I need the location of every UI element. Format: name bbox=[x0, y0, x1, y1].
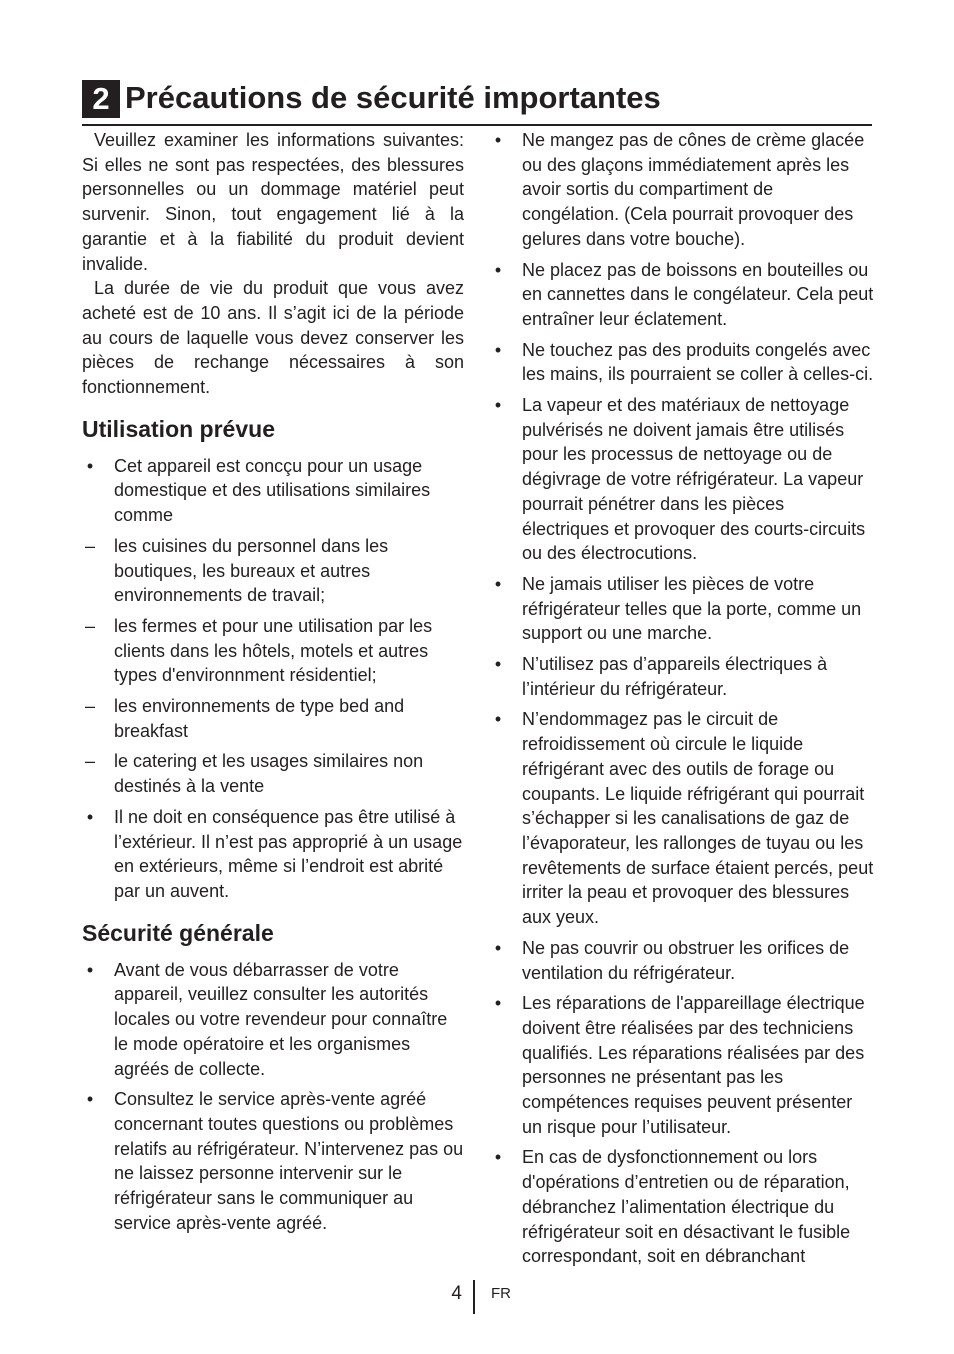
list-item bbox=[82, 805, 464, 904]
bullet-marker: • bbox=[494, 1147, 502, 1168]
list-item bbox=[82, 958, 464, 1082]
list-item-text: le catering et les usages similaires non destinés à la vente bbox=[114, 751, 424, 797]
general-safety-list bbox=[82, 958, 464, 1236]
list-item-text: les cuisines du personnel dans les boutiques, les bureaux et autres environnements de travail; bbox=[114, 535, 389, 606]
dash-marker: – bbox=[84, 751, 95, 772]
list-item bbox=[82, 534, 464, 608]
safety-continued-list bbox=[490, 128, 874, 1269]
dash-marker: – bbox=[84, 696, 95, 717]
list-item-text: Cet appareil est concçu pour un usage domestique et des utilisations similaires comme bbox=[114, 455, 431, 526]
list-item-text: Ne pas couvrir ou obstruer les orifices de ventilation du réfrigérateur. bbox=[522, 937, 850, 983]
bullet-marker: • bbox=[494, 130, 502, 150]
page-title: Précautions de sécurité importantes bbox=[125, 80, 661, 115]
bullet-marker: • bbox=[86, 455, 94, 476]
list-item-text: Ne jamais utiliser les pièces de votre réfrigérateur telles que la porte, comme un support ou une marche. bbox=[522, 573, 862, 644]
list-item-text: les fermes et pour une utilisation par les clients dans les hôtels, motels et autres types d'environnment résidentiel; bbox=[114, 615, 433, 686]
bullet-marker: • bbox=[494, 259, 502, 280]
bullet-marker: • bbox=[494, 709, 502, 730]
list-item-text: Ne mangez pas de cônes de crème glacée ou des glaçons immédiatement après les avoir sortis du compartiment de congélation. (Cela pourrait provoquer des gelures dans votre bouche). bbox=[522, 130, 865, 249]
bullet-marker: • bbox=[494, 993, 502, 1014]
bullet-marker: • bbox=[86, 1089, 94, 1110]
dash-marker: – bbox=[84, 615, 95, 636]
list-item-text: La vapeur et des matériaux de nettoyage pulvérisés ne doivent jamais être utilisés pour les processus de nettoyage ou de dégivrage de votre réfrigérateur. La vapeur pourrait pénétrer dans les pièces électriques et provoquer des courts-circuits ou des électrocutions. bbox=[522, 395, 866, 564]
list-item-text: Ne placez pas de boissons en bouteilles ou en cannettes dans le congélateur. Cela peut entraîner leur éclatement. bbox=[522, 259, 874, 329]
chapter-header bbox=[82, 78, 872, 126]
bullet-marker: • bbox=[494, 654, 502, 675]
list-item bbox=[82, 1087, 464, 1235]
chapter-number: 2 bbox=[82, 80, 120, 118]
intro-paragraph: Veuillez examiner les informations suivantes: Si elles ne sont pas respectées, des blessures personnelles ou un dommage matériel peut survenir. Sinon, tout engagement lié à la garantie et à la fiabilité du produit devient invalide. bbox=[82, 130, 464, 274]
right-column bbox=[490, 128, 874, 1275]
list-item-text: N’utilisez pas d’appareils électriques à l’intérieur du réfrigérateur. bbox=[522, 654, 828, 699]
list-item bbox=[490, 991, 874, 1139]
list-item-text: les environnements de type bed and breakfast bbox=[114, 696, 405, 741]
list-item bbox=[490, 1145, 874, 1269]
section-heading-general-safety: Sécurité générale bbox=[82, 919, 274, 946]
language-code: FR bbox=[491, 1285, 511, 1302]
left-column bbox=[82, 128, 464, 1241]
list-item-text: Les réparations de l'appareillage électrique doivent être réalisées par des techniciens qualifiés. Les réparations réalisées par des personnes ne présentant pas les compétences requises peuvent présenter un risque pour l’utilisateur. bbox=[522, 993, 865, 1137]
list-item bbox=[490, 936, 874, 985]
list-item-text: Consultez le service après-vente agréé concernant toutes questions ou problèmes relatifs au réfrigérateur. N’intervenez pas ou ne laissez personne intervenir sur le réfrigérateur sans le communiquer au service après-vente agréé. bbox=[114, 1089, 464, 1233]
bullet-marker: • bbox=[494, 573, 502, 594]
list-item bbox=[490, 572, 874, 646]
list-item bbox=[490, 652, 874, 701]
bullet-marker: • bbox=[86, 959, 94, 980]
list-item bbox=[490, 338, 874, 387]
list-item-text: Il ne doit en conséquence pas être utilisé à l’extérieur. Il n’est pas approprié à un usage en extérieurs, même si l’endroit est abrité par un auvent. bbox=[114, 806, 463, 901]
section-heading-intended-use: Utilisation prévue bbox=[82, 415, 275, 442]
list-item bbox=[490, 128, 874, 252]
list-item bbox=[490, 258, 874, 332]
list-item bbox=[82, 694, 464, 743]
list-item-text: En cas de dysfonctionnement ou lors d'opérations d’entretien ou de réparation, débranchez l’alimentation électrique du réfrigérateur soit en désactivant le fusible correspondant, soit en débranchant bbox=[522, 1147, 851, 1267]
intended-use-list bbox=[82, 454, 464, 904]
list-item bbox=[82, 614, 464, 688]
bullet-marker: • bbox=[494, 395, 502, 416]
list-item bbox=[82, 749, 464, 798]
bullet-marker: • bbox=[494, 339, 502, 360]
list-item bbox=[82, 454, 464, 528]
list-item-text: Ne touchez pas des produits congelés avec les mains, ils pourraient se coller à celles-ci. bbox=[522, 339, 874, 385]
bullet-marker: • bbox=[86, 806, 94, 827]
footer-divider bbox=[473, 1280, 475, 1314]
list-item bbox=[490, 393, 874, 566]
bullet-marker: • bbox=[494, 937, 502, 958]
list-item-text: N’endommagez pas le circuit de refroidissement où circule le liquide réfrigérant avec des outils de forage ou coupants. Le liquide réfrigérant qui pourrait s’échapper si les canalisations de gaz de l’évaporateur, les rallonges de tuyau ou les revêtements de surface étaient percés, peut irriter la peau et provoquer des blessures aux yeux. bbox=[522, 709, 874, 928]
list-item-text: Avant de vous débarrasser de votre appareil, veuillez consulter les autorités locales ou votre revendeur pour connaître le mode opératoire et les organismes agréés de collecte. bbox=[114, 959, 448, 1079]
dash-marker: – bbox=[84, 535, 95, 556]
page-number: 4 bbox=[451, 1283, 462, 1304]
list-item bbox=[490, 707, 874, 929]
intro-paragraph: La durée de vie du produit que vous avez acheté est de 10 ans. Il s’agit ici de la période au cours de laquelle vous devez conserver les pièces de rechange nécessaires à son fonctionnement. bbox=[82, 278, 464, 398]
